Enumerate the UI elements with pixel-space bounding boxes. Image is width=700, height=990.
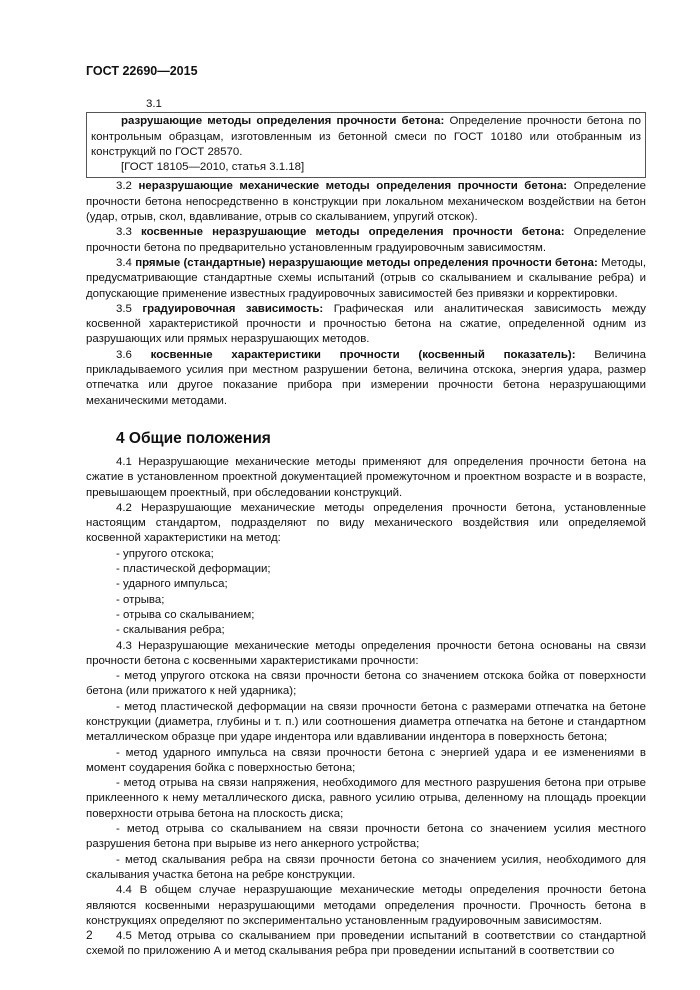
definition-text: Определение прочности бетона непосредственно в конструкции при локальном механическом воздействии на бетон (удар, отрыв, скол, вдавливание, отрыв со скалыванием, упругий отскок). — [86, 180, 647, 224]
quote-citation: [ГОСТ 18105—2010, статья 3.1.18] — [121, 161, 305, 174]
definition-text: Величина прикладываемого усилия при местном разрушении бетона, величина отскока, энергия удара, размер отпечатка или другое показание прибора при измерении прочности бетона неразрушающими механическими методами. — [86, 348, 646, 407]
clause-4-4: 4.4 В общем случае неразрушающие механические методы определения прочности бетона являются косвенными неразрушающими методами определения прочности. Прочность бетона в конструкциях определяют по экспериментально установленным градуировочным зависимостям. — [86, 884, 646, 927]
list-item: - отрыва со скалыванием; — [116, 608, 255, 621]
clause-4-1: 4.1 Неразрушающие механические методы применяют для определения прочности бетона на сжатие в установленном проектной документацией промежуточном и проектном возрасте и в возрасте, превышающем проектный, при обследовании конструкций. — [86, 455, 646, 499]
method-item: - метод скалывания ребра на связи прочности бетона со значением усилия, необходимого для скалывания участка бетона на ребре конструкции. — [86, 853, 646, 881]
definition-text: Определение прочности бетона по предварительно установленным градуировочным зависимостям. — [86, 226, 646, 254]
page-number: 2 — [86, 928, 93, 942]
definition-3-3 — [86, 225, 646, 256]
definition-text-3-1: Определение прочности бетона по контрольным образцам, изготовленным из бетонной смеси по ГОСТ 10180 или отобранным из конструкций по ГОСТ 28570. — [91, 115, 641, 158]
definition-3-4 — [86, 256, 646, 302]
definition-number: 3.6 — [116, 348, 132, 361]
definition-text: Графическая или аналитическая зависимость между косвенной характеристикой прочности и прочностью бетона на сжатие, определенной одним из разрушающих или прямых неразрушающих методов. — [86, 302, 646, 346]
quote-number: 3.1 — [146, 98, 162, 110]
definition-term: неразрушающие механические методы определения прочности бетона: — [138, 180, 568, 193]
standard-code: ГОСТ 22690—2015 — [86, 64, 198, 78]
method-item: - метод упругого отскока на связи прочности бетона со значением отскока бойка от поверхности бетона (или прижатого к ней ударника); — [86, 670, 646, 698]
method-item: - метод пластической деформации на связи прочности бетона с размерами отпечатка на бетоне конструкции (диаметра, глубины и т. п.) или соотношения диаметра отпечатка на бетоне и стандартном металлическом образце при ударе индентора или вдавливании индентора в поверхность бетона; — [86, 700, 646, 744]
definition-term: косвенные характеристики прочности (косвенный показатель): — [150, 348, 576, 361]
list-item: - упругого отскока; — [116, 547, 214, 560]
definition-number: 3.3 — [116, 226, 132, 239]
method-item: - метод отрыва на связи напряжения, необходимого для местного разрушения бетона при отрыве приклеенного к нему металлического диска, равного усилию отрыва, деленному на площадь проекции поверхности отрыва бетона на плоскость диска; — [86, 777, 646, 820]
definition-3-2 — [86, 179, 646, 225]
method-item: - метод отрыва со скалыванием на связи прочности бетона со значением усилия местного разрушения бетона при вырыве из него анкерного устройства; — [86, 823, 646, 851]
clause-4-5: 4.5 Метод отрыва со скалыванием при проведении испытаний в соответствии со стандартной схемой по приложению А и метод скалывания ребра при проведении испытаний в соответствии со — [86, 930, 646, 958]
list-item: - отрыва; — [116, 593, 165, 606]
definition-text: Методы, предусматривающие стандартные схемы испытаний (отрыв со скалыванием и скалывание ребра) и допускающие применение известных градуировочных зависимостей без привязки и корректировки. — [86, 256, 647, 300]
list-item: - скалывания ребра; — [116, 624, 225, 637]
definition-number: 3.2 — [116, 180, 132, 193]
section-spacer — [86, 409, 646, 429]
definition-3-5 — [86, 302, 646, 348]
definition-number: 3.4 — [116, 256, 132, 269]
term-3-1: разрушающие методы определения прочности бетона: — [121, 115, 445, 128]
method-item: - метод ударного импульса на связи прочности бетона с энергией удара и ее изменениями в момент соударения бойка с поверхностью бетона; — [86, 746, 646, 774]
quoted-definition-box — [86, 112, 646, 178]
document-body — [86, 97, 646, 960]
clause-4-2: 4.2 Неразрушающие механические методы определения прочности бетона, установленные настоящим стандартом, подразделяют по виду механического воздействия или определяемой косвенной характеристики на метод: — [86, 501, 646, 545]
definition-term: косвенные неразрушающие методы определения прочности бетона: — [141, 226, 565, 239]
clause-4-3: 4.3 Неразрушающие механические методы определения прочности бетона основаны на связи прочности бетона с косвенными характеристиками прочности: — [86, 639, 646, 667]
definition-number: 3.5 — [116, 302, 132, 315]
definition-term: прямые (стандартные) неразрушающие методы определения прочности бетона: — [135, 256, 598, 269]
definition-term: градуировочная зависимость: — [142, 302, 324, 315]
list-item: - пластической деформации; — [116, 563, 271, 576]
list-item: - ударного импульса; — [116, 578, 228, 591]
definition-3-1 — [91, 114, 641, 160]
section-heading: 4 Общие положения — [116, 429, 271, 447]
definition-3-6 — [86, 348, 646, 409]
